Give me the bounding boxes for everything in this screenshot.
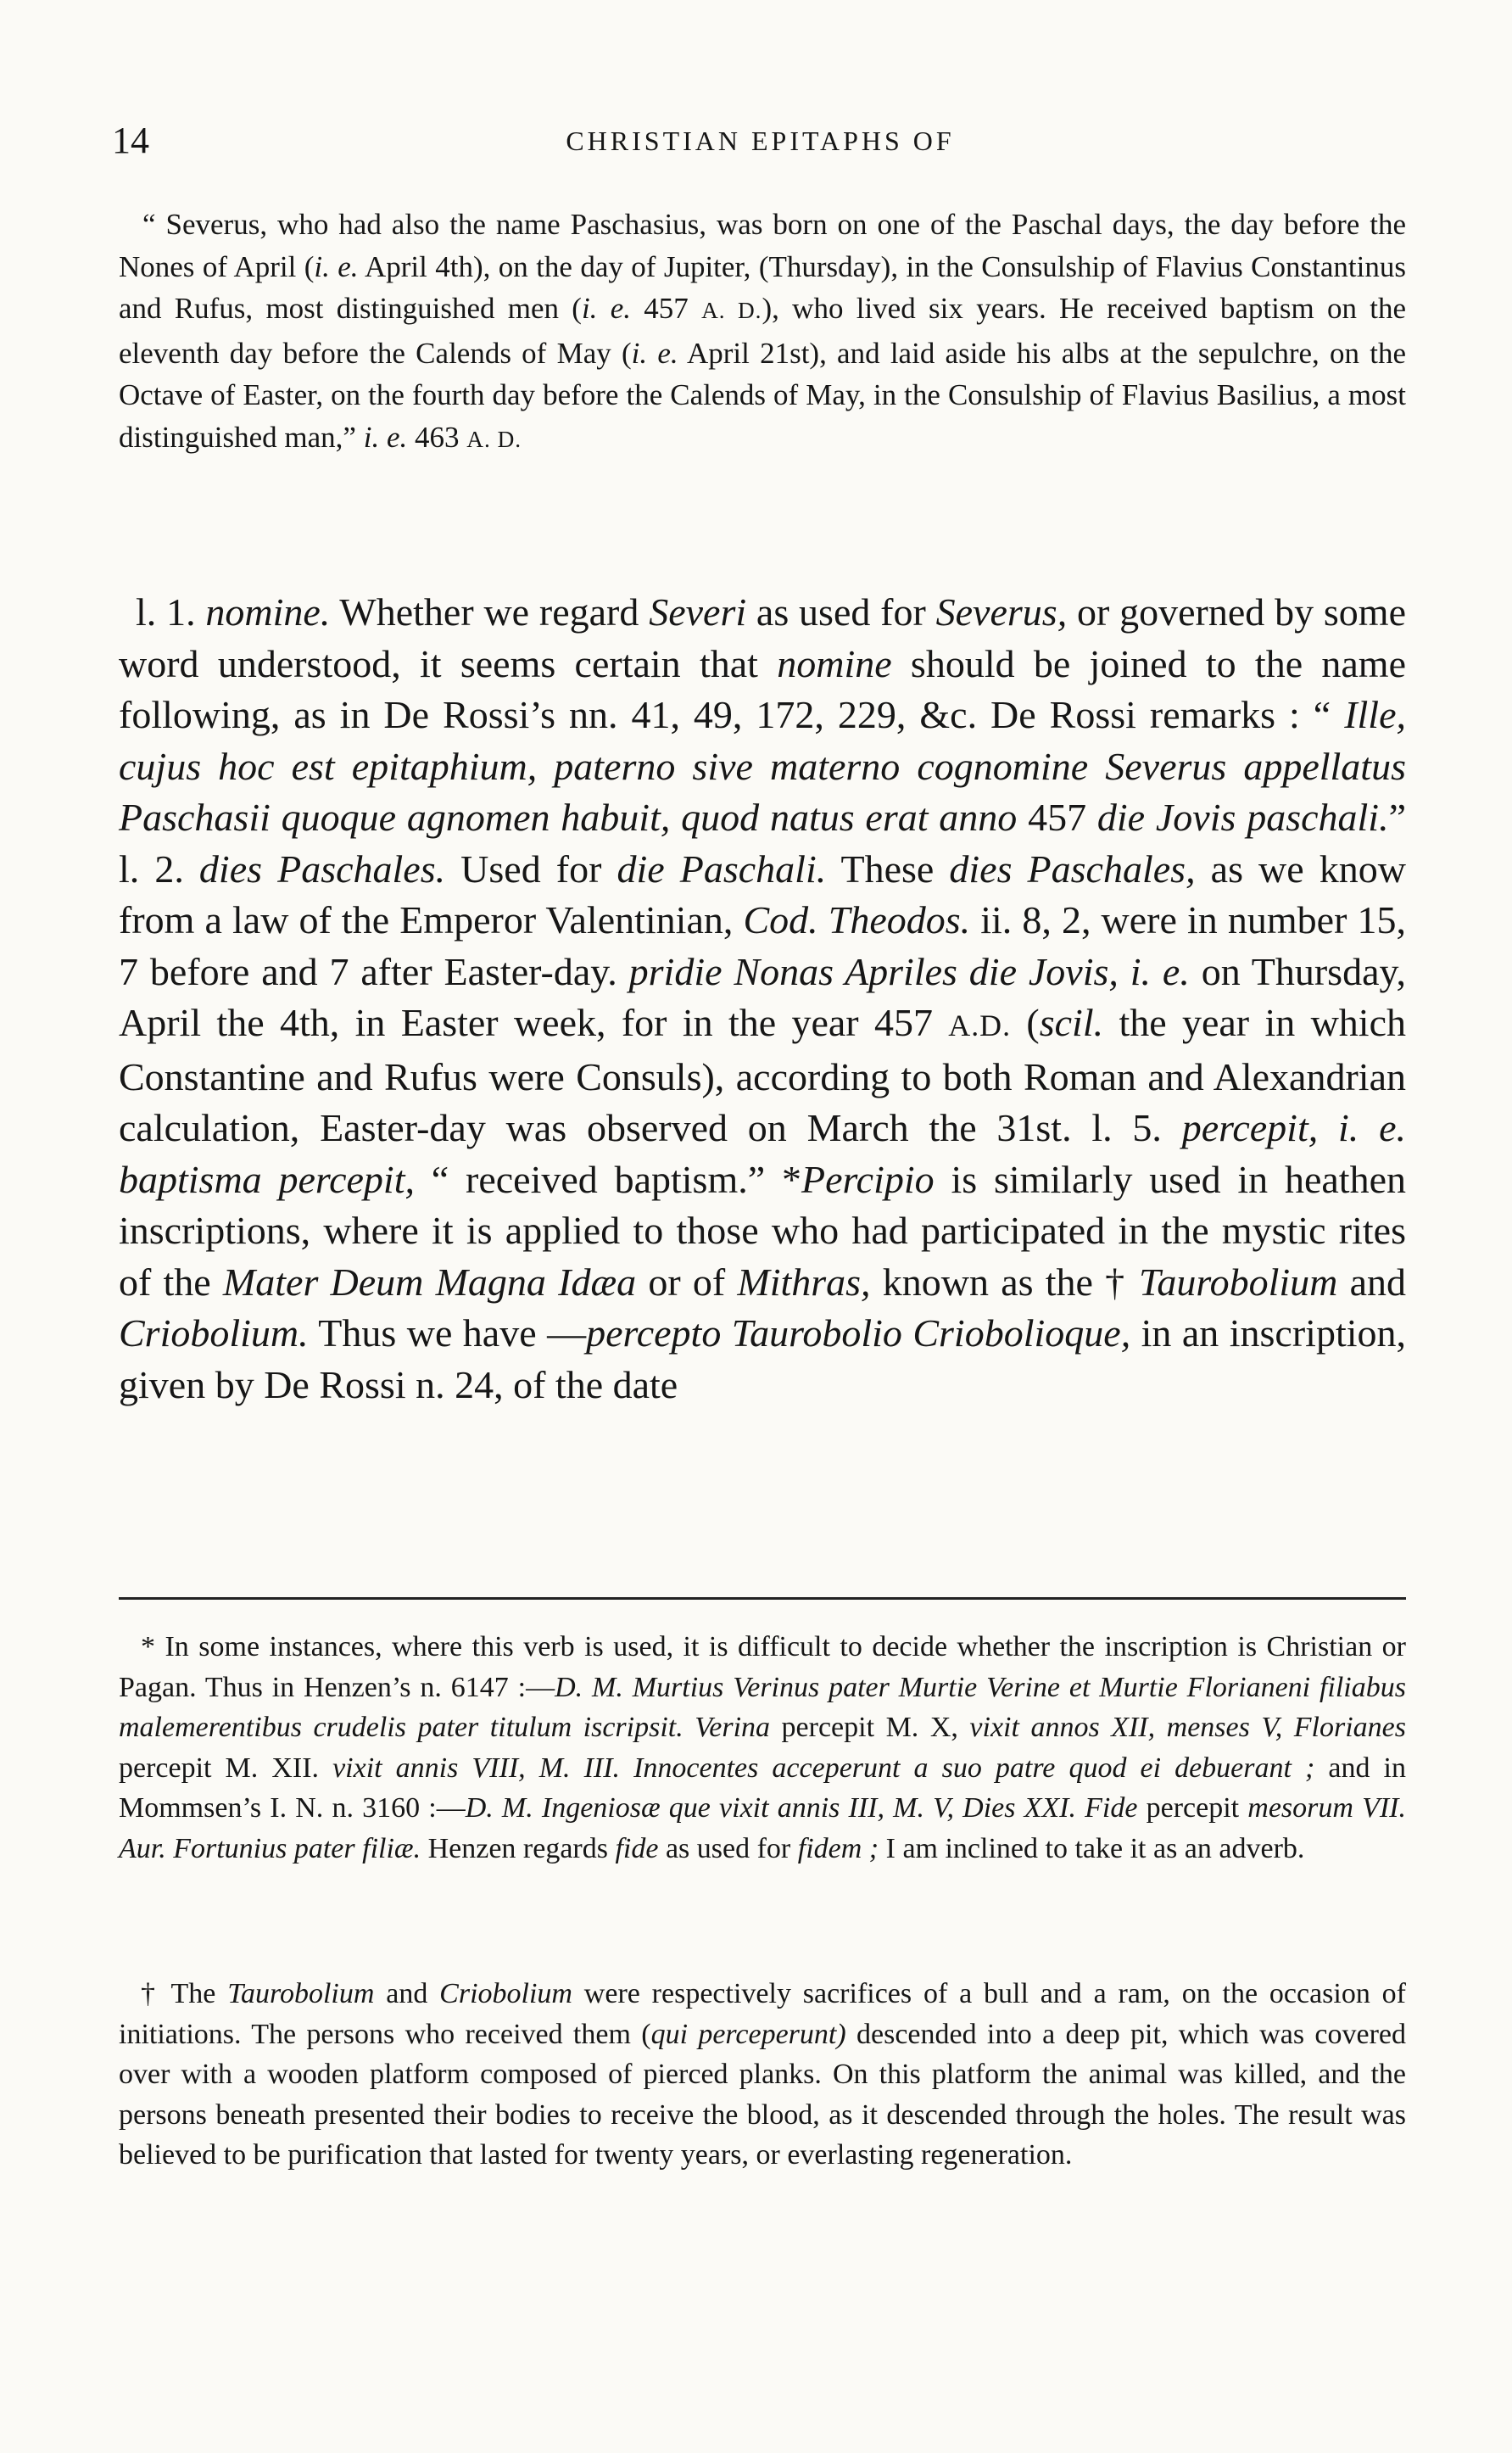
epitaph-translation: “ Severus, who had also the name Paschasius, was born on one of the Paschal days, the day before the Nones of April (i. e. April 4th), on the day of Jupiter, (Thursday), in the Consulship of Flavius Constantinus and Rufus, most distinguished men (i. e. 457 A. D.), who lived six years. He received baptism on the eleventh day before the Calends of May (i. e. April 21st), and laid aside his albs at the sepulchre, on the Octave of Easter, on the fourth day before the Calends of May, in the Consulship of Flavius Basilius, a most distinguished man,” i. e. 463 A. D. xyxy=(119,208,1407,454)
footnote-dagger: † The Taurobolium and Criobolium were respectively sacrifices of a bull and a ram, on the occasion of initiations. The persons who received them (qui perceperunt) descended into a deep pit, which was covered over with a wooden platform composed of pierced planks. On this platform the animal was killed, and the persons beneath presented their bodies to receive the blood, as it descended through the holes. The result was believed to be purification that lasted for twenty years, or everlasting regeneration. xyxy=(119,1978,1406,2171)
footnote-asterisk: * In some instances, where this verb is used, it is difficult to decide whether the inscription is Christian or Pagan. Thus in Henzen’s n. 6147 :—D. M. Murtius Verinus pater Murtie Verine et Murtie Florianeni filiabus malemerentibus crudelis pater titulum iscripsit. Verina percepit M. X, vixit annos XII, menses V, Florianes percepit M. XII. vixit annis VIII, M. III. Innocentes acceperunt a suo patre quod ei debuerant ; and in Mommsen’s I. N. n. 3160 :—D. M. Ingeniosæ que vixit annis III, M. V, Dies XXI. Fide percepit mesorum VII. Aur. Fortunius pater filiæ. Henzen regards fide as used for fidem ; I am inclined to take it as an adverb. xyxy=(119,1631,1406,1864)
commentary-paragraph: l. 1. nomine. Whether we regard Severi as used for Severus, or governed by some word understood, it seems certain that nomine should be joined to the name following, as in De Rossi’s nn. 41, 49, 172, 229, &c. De Rossi remarks : “ Ille, cujus hoc est epitaphium, paterno sive materno cognomine Severus appellatus Paschasii quoque agnomen habuit, quod natus erat anno 457 die Jovis paschali.” l. 2. dies Paschales. Used for die Paschali. These dies Paschales, as we know from a law of the Emperor Valentinian, Cod. Theodos. ii. 8, 2, were in number 15, 7 before and 7 after Easter-day. pridie Nonas Apriles die Jovis, i. e. on Thursday, April the 4th, in Easter week, for in the year 457 A.D. (scil. the year in which Constantine and Rufus were Consuls), according to both Roman and Alexandrian calculation, Easter-day was observed on March the 31st. l. 5. percepit, i. e. baptisma percepit, “ received baptism.” *Percipio is similarly used in heathen inscriptions, where it is applied to those who had participated in the mystic rites of the Mater Deum Magna Idæa or of Mithras, known as the † Taurobolium and Criobolium. Thus we have —percepto Taurobolio Criobolioque, in an inscription, given by De Rossi n. 24, of the date xyxy=(119,590,1407,1406)
page-header xyxy=(112,119,1409,170)
page-number: 14 xyxy=(112,120,149,161)
footnote-divider xyxy=(119,1597,1406,1600)
running-head: CHRISTIAN EPITAPHS OF xyxy=(566,126,955,156)
